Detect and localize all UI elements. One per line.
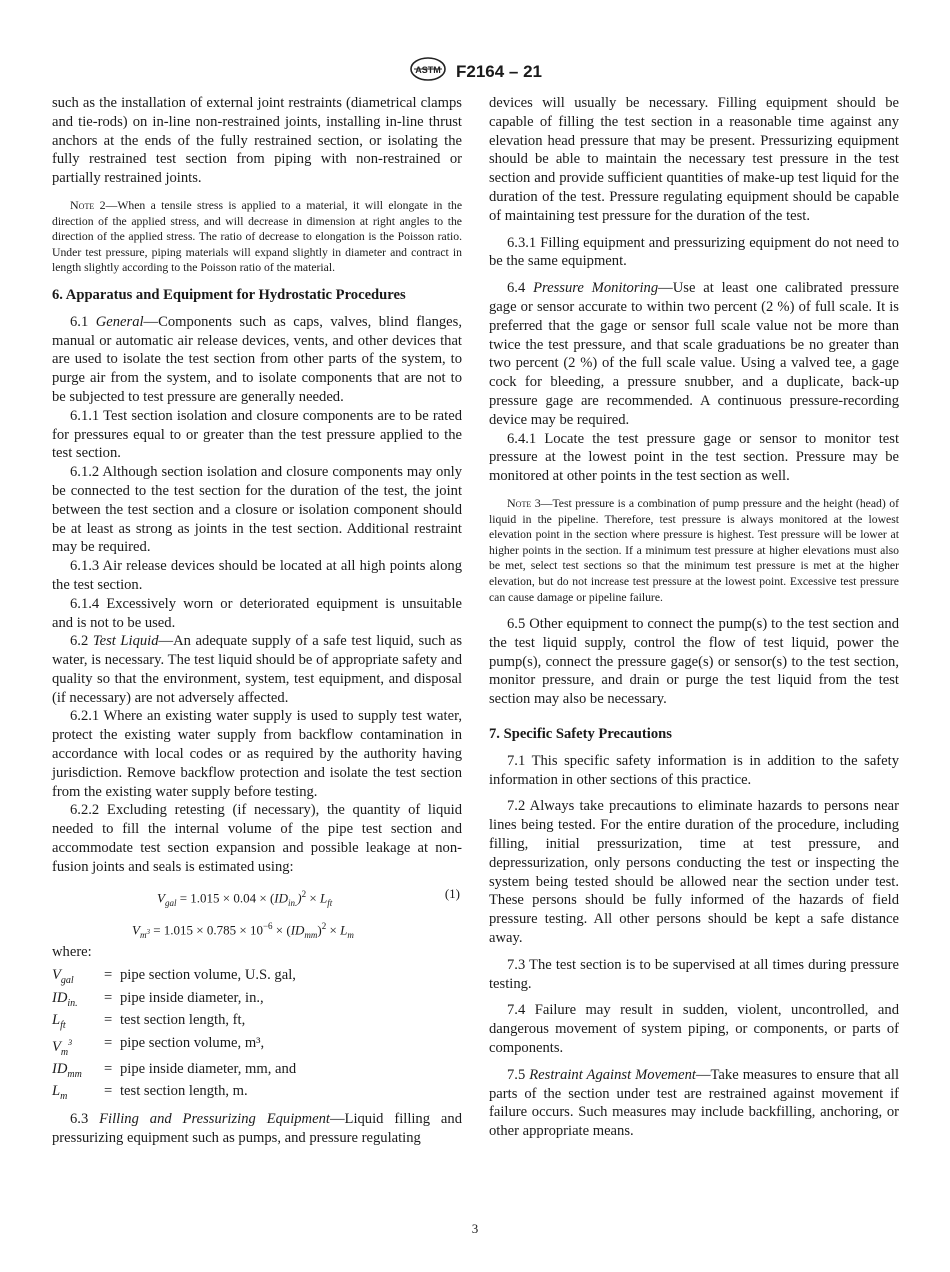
paragraph-6-1-1: 6.1.1 Test section isolation and closure components are to be rated for pressures equal to or greater than the test pressure applied to the test section. [52, 407, 462, 462]
note-3: Note 3—Test pressure is a combination of pump pressure and the height (head) of liquid in the pipeline. Therefore, test pressure is always monitored at the lowest elevation point in the section where pressure is highest. Test pressure will be lower at higher points in the section. If a minimum test pressure at higher elevations must also be met, select test sections so that the minimum test pressure is met at the higher elevation, but do not increase test pressure at the lowest point. Excessive test pressure can cause damage or pipeline failure. [489, 495, 899, 604]
paragraph-6-1-2: 6.1.2 Although section isolation and closure components may only be connected to the test section for the duration of the test, the joint between the test section and a closure or isolation component should be at least as strong as joints in the test section. Additional restraint may be required. [52, 464, 462, 556]
paragraph-6-3-continuation: devices will usually be necessary. Filling equipment should be capable of filling the test section in a reasonable time against any elevation head pressure that may be present. Pressurizing equipment should be able to maintain the necessary test pressure in the test section and provide sufficient quantities of make-up test liquid for the duration of the test. Pressure regulating equipment should be capable of maintaining test pressure for the duration of the test. [489, 95, 899, 224]
where-label: where: [52, 943, 92, 960]
paragraph-6-1-4: 6.1.4 Excessively worn or deteriorated equipment is unsuitable and is not to be used. [52, 595, 462, 631]
paragraph-7-5: 7.5 Restraint Against Movement—Take measures to ensure that all parts of the section under test are restrained against movement if failure occurs. Such measures may include backfilling, anchoring, or other appropriate means. [489, 1066, 899, 1140]
paragraph-7-1: 7.1 This specific safety information is in addition to the safety information in other sections of this practice. [489, 752, 899, 788]
paragraph-6-2: 6.2 Test Liquid—An adequate supply of a safe test liquid, such as water, is necessary. The test liquid should be of appropriate safety and quality so that the environment, system, test equipment, and disposal (if necessary) are not adversely affected. [52, 633, 463, 706]
variable-row: $L_{ft}$ = test section length, ft, [52, 1012, 462, 1034]
equation-1: $V_{gal} = 1.015 \times 0.04 \times (ID_{in.})^2 \times L_{ft}$ (1) [157, 885, 460, 908]
paragraph-6-3: 6.3 Filling and Pressurizing Equipment—Liquid filling and pressurizing equipment such as pumps, and pressure regulating [52, 1110, 462, 1146]
paragraph-7-3: 7.3 The test section is to be supervised at all times during pressure testing. [489, 956, 899, 992]
variable-symbol: $L_m$ [52, 1083, 68, 1103]
paragraph-6-1: 6.1 General—Components such as caps, valves, blind flanges, manual or automatic air release devices, vents, and other devices that are used to isolate the test section from other parts of the system, to purge air from the system, and to isolate components that are not to be subjected to test pressure are generally needed. [52, 313, 462, 405]
equation-1-metric: $V_{m^3} = 1.015 \times 0.785 \times 10^{-6} \times (ID_{mm})^2 \times L_m$ [132, 920, 354, 940]
paragraph-6-1-3: 6.1.3 Air release devices should be located at all high points along the test section. [52, 558, 462, 593]
paragraph-6-4-1: 6.4.1 Locate the test pressure gage or sensor to monitor test pressure at the lowest point in the test section. Pressure may be monitored at other points in the test section as well. [489, 430, 899, 485]
variable-definition: pipe section volume, m³, [120, 1034, 265, 1051]
section-7-heading: 7. Specific Safety Precautions [489, 726, 672, 743]
variable-definition: pipe inside diameter, mm, and [120, 1060, 297, 1077]
variable-symbol: $V_{gal}$ [52, 967, 74, 987]
variable-symbol: $ID_{mm}$ [52, 1060, 82, 1080]
variable-symbol: $ID_{in.}$ [52, 989, 78, 1009]
page-header [0, 56, 950, 86]
variable-definition: pipe section volume, U.S. gal, [120, 967, 296, 984]
variable-row: $ID_{in.}$ = pipe inside diameter, in., [52, 990, 462, 1012]
paragraph-continuation: such as the installation of external joint restraints (diametrical clamps and tie-rods) on in-line non-restrained joints, installing in-line thrust anchors at the ends of the fully restrained section, or isolating the fully restrained test section from piping with non-restrained or partially restrained joints. [52, 95, 462, 187]
right-column [489, 94, 899, 1141]
variable-row: $ID_{mm}$ = pipe inside diameter, mm, and [52, 1061, 462, 1083]
variable-row: $L_m$ = test section length, m. [52, 1083, 462, 1105]
variable-definition: test section length, m. [120, 1083, 248, 1100]
svg-text:ASTM: ASTM [415, 65, 441, 75]
paragraph-6-2-2: 6.2.2 Excluding retesting (if necessary), the quantity of liquid needed to fill the internal volume of the pipe test section and accommodate test section expansion and possible leakage at non-fusion joints and seals is estimated using: [52, 802, 462, 875]
paragraph-7-2: 7.2 Always take precautions to eliminate hazards to persons near lines being tested. For the entire duration of the procedure, including filling, initial pressurization, time at test pressure, and depressurization, only persons conducting the test or inspecting the system being tested should be allowed near the section under test. These persons should be fully informed of the hazards of field pressure testing. All other persons should be kept a safe distance away. [489, 798, 899, 947]
variable-row: $V_m^3$ = pipe section volume, m³, [52, 1035, 462, 1061]
equation-number: (1) [444, 885, 460, 901]
variable-symbol: $L_{ft}$ [52, 1012, 66, 1032]
paragraph-7-4: 7.4 Failure may result in sudden, violent, uncontrolled, and dangerous movement of system piping, or components, or parts of components. [489, 1002, 899, 1057]
note-2: Note 2—When a tensile stress is applied to a material, it will elongate in the direction of the applied stress, and will decrease in dimension at right angles to the direction of the applied stress. The ratio of decrease to elongation is the Poisson ratio. Under test pressure, piping materials will expand slightly in diameter and contract in length slightly according to the Poisson ratio of the material. [52, 197, 463, 275]
document-id: F2164 – 21 [455, 61, 542, 81]
paragraph-6-5: 6.5 Other equipment to connect the pump(s) to the test section and the test liquid supply, control the flow of test liquid, power the pump(s), connect the pressure gage(s) or sensor(s) to the test section, monitor pressure, and drain or purge the test liquid from the test section may also be necessary. [489, 616, 899, 708]
variable-list [52, 967, 462, 1105]
paragraph-6-2-1: 6.2.1 Where an existing water supply is used to supply test water, protect the existing water supply from backflow contamination in accordance with local codes or as required by the authority having jurisdiction. Remove backflow protection and isolate the test section from the existing water supply before testing. [52, 708, 462, 800]
paragraph-6-4: 6.4 Pressure Monitoring—Use at least one calibrated pressure gage or sensor accurate to within two percent (2 %) of full scale. It is preferred that the gage or sensor full scale value not be more than twice the test pressure, and that scale graduations be no greater than two percent (2 %) of the full scale value. Using a valved tee, a gage cock for bleeding, a pressure snubber, and a duplicate, back-up pressure gage are recommended. A continuous pressure-recording device may be required. [489, 280, 899, 428]
section-6-heading: 6. Apparatus and Equipment for Hydrostatic Procedures [52, 286, 406, 303]
page-number: 3 [471, 1221, 479, 1236]
paragraph-6-3-1: 6.3.1 Filling equipment and pressurizing equipment do not need to be the same equipment. [489, 234, 899, 270]
left-column [52, 94, 462, 1147]
variable-row: $V_{gal}$ = pipe section volume, U.S. gal, [52, 967, 462, 989]
variable-definition: pipe inside diameter, in., [120, 989, 264, 1006]
astm-logo-icon [408, 56, 448, 87]
variable-definition: test section length, ft, [120, 1012, 246, 1029]
variable-symbol: $V_m^3$ [52, 1037, 73, 1058]
